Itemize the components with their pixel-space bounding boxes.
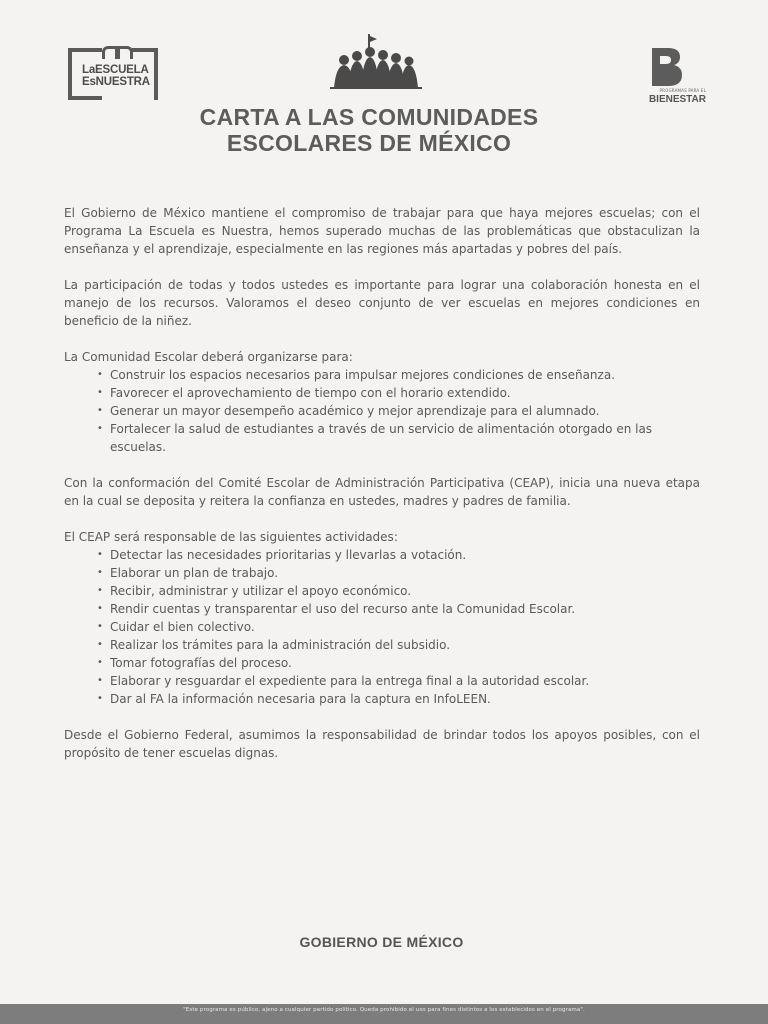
heroes-illustration-logo (330, 34, 422, 90)
list-item: • Recibir, administrar y utilizar el apoyo económico. (108, 582, 700, 600)
paragraph-4: Con la conformación del Comité Escolar de Administración Participativa (CEAP), inicia una nueva etapa en la cual se deposita y reitera la confianza en ustedes, madres y padres de familia. (64, 476, 700, 508)
paragraph-6: Desde el Gobierno Federal, asumimos la responsabilidad de brindar todos los apoyos posibles, con el propósito de tener escuelas dignas. (64, 728, 700, 760)
list-item: • Fortalecer la salud de estudiantes a través de un servicio de alimentación otorgado en las escuelas. (108, 420, 700, 456)
paragraph-3-intro: La Comunidad Escolar deberá organizarse para: (64, 350, 353, 364)
title-line2: ESCOLARES DE MÉXICO (226, 130, 512, 156)
list-item: • Construir los espacios necesarios para impulsar mejores condiciones de enseñanza. (108, 366, 700, 384)
footer-legal-note: "Este programa es público, ajeno a cualquier partido político. Queda prohibido el uso para fines distintos a los establecidos en el programa". (183, 1007, 585, 1013)
community-task-list (64, 366, 700, 456)
bienestar-b-icon (650, 48, 684, 86)
list-item: • Realizar los trámites para la administración del subsidio. (108, 636, 700, 654)
list-item: • Rendir cuentas y transparentar el uso del recurso ante la Comunidad Escolar. (108, 600, 700, 618)
ceap-activity-list (64, 546, 700, 708)
list-item: • Detectar las necesidades prioritarias y llevarlas a votación. (108, 546, 700, 564)
list-item: • Favorecer el aprovechamiento de tiempo con el horario extendido. (108, 384, 700, 402)
paragraph-1: El Gobierno de México mantiene el compromiso de trabajar para que haya mejores escuelas; con el Programa La Escuela es Nuestra, hemos superado muchas de las problemáticas que obstaculizan la enseñanza y el aprendizaje, especialmente en las regiones más apartadas y pobres del país. (64, 206, 700, 256)
heroes-illustration-icon (330, 34, 422, 90)
footer-bar (0, 1004, 768, 1024)
list-item: • Dar al FA la información necesaria para la captura en InfoLEEN. (108, 690, 700, 708)
bienestar-logo (636, 48, 706, 108)
logo-left-line1: LaESCUELA (82, 64, 149, 76)
la-escuela-es-nuestra-logo (68, 48, 160, 102)
list-item: • Cuidar el bien colectivo. (108, 618, 700, 636)
footer-title: GOBIERNO DE MÉXICO (299, 934, 464, 950)
letter-title (0, 104, 738, 156)
title-line1: CARTA A LAS COMUNIDADES (199, 104, 539, 130)
letter-body (64, 204, 700, 780)
list-item: • Elaborar y resguardar el expediente para la entrega final a la autoridad escolar. (108, 672, 700, 690)
list-item: • Elaborar un plan de trabajo. (108, 564, 700, 582)
bienestar-small-label: PROGRAMAS PARA EL (659, 88, 706, 93)
paragraph-2: La participación de todas y todos ustedes es importante para lograr una colaboración honesta en el manejo de los recursos. Valoramos el deseo conjunto de ver escuelas en mejores condiciones en beneficio de la niñez. (64, 278, 700, 328)
paragraph-5-intro: El CEAP será responsable de las siguientes actividades: (64, 530, 398, 544)
list-item: • Generar un mayor desempeño académico y mejor aprendizaje para el alumnado. (108, 402, 700, 420)
list-item: • Tomar fotografías del proceso. (108, 654, 700, 672)
bienestar-label: BIENESTAR (648, 94, 706, 105)
logo-left-line2: EsNUESTRA (82, 76, 150, 88)
book-icon (102, 44, 132, 58)
